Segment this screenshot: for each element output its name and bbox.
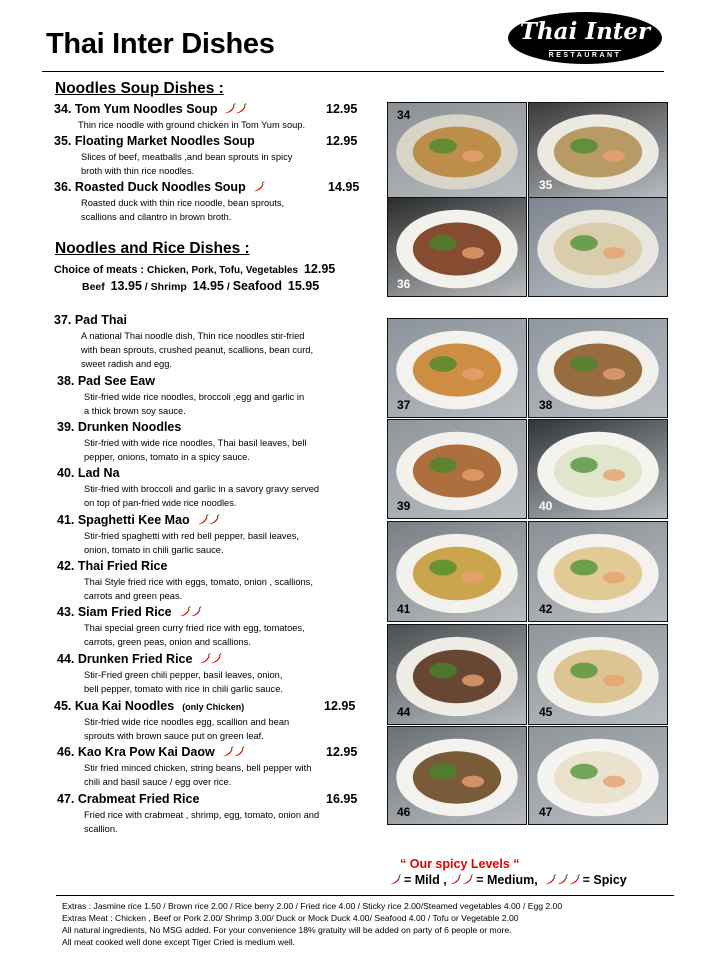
photo-number: 34: [397, 108, 411, 122]
dish-description-line: Stir-fried with wide rice noodles, Thai basil leaves, bell: [84, 438, 307, 448]
photo-number: 45: [539, 705, 553, 719]
dish-price: 12.95: [324, 699, 356, 713]
legend-medium: = Medium,: [476, 873, 538, 887]
food-photo: [387, 624, 527, 725]
dish-description-line: Thai Style fried rice with eggs, tomato, onion , scallions,: [84, 577, 313, 587]
photo-number: 39: [397, 499, 411, 513]
food-photo: [387, 419, 527, 519]
dish-price: 16.95: [326, 792, 358, 806]
food-photo: [528, 102, 668, 198]
spicy-legend: [390, 873, 627, 888]
dish-name: 41. Spaghetti Kee Mao: [57, 513, 190, 527]
photo-number: 42: [539, 602, 553, 616]
food-photo: [387, 318, 527, 418]
food-photo: [387, 197, 527, 297]
dish-note: (only Chicken): [182, 702, 245, 712]
photo-number: 37: [397, 398, 411, 412]
dish-description-line: Stir-fried wide rice noodles, broccoli ,egg and garlic in: [84, 392, 305, 402]
dish-description-line: Thin rice noodle with ground chicken in Tom Yum soup.: [78, 120, 306, 130]
beef-price: 13.95: [110, 279, 142, 293]
footer-line-doneness: All meat cooked well done except Tiger Cried is medium well.: [62, 937, 296, 947]
dish-price: 12.95: [326, 134, 358, 148]
dish-name: 43. Siam Fried Rice: [57, 605, 172, 619]
dish-description-line: on top of pan-fried wide rice noodles.: [84, 498, 237, 508]
dish-name: 37. Pad Thai: [54, 313, 127, 327]
shrimp-price: 14.95: [192, 279, 224, 293]
dish-description-line: Stir-fried spaghetti with red bell pepper, basil leaves,: [84, 531, 299, 541]
dish-description-line: Stir-Fried green chili pepper, basil leaves, onion,: [84, 670, 283, 680]
dish-description-line: pepper, onions, tomato in a spicy sauce.: [84, 452, 250, 462]
footer-notes: [62, 900, 562, 948]
chili-icon-medium: [450, 874, 474, 888]
photo-number: 46: [397, 805, 411, 819]
dish-description-line: Thai special green curry fried rice with egg, tomatoes,: [84, 623, 305, 633]
photo-number: 41: [397, 602, 411, 616]
photo-number: 47: [539, 805, 553, 819]
dish-description-line: A national Thai noodle dish, Thin rice noodles stir-fried: [81, 331, 305, 341]
dish-name: 34. Tom Yum Noodles Soup: [54, 102, 218, 116]
dish-price: 14.95: [328, 180, 360, 194]
dish-description-line: carrots, green peas, onion and scallions.: [84, 637, 251, 647]
footer-line-extra-meat: Extras Meat : Chicken , Beef or Pork 2.00/ Shrimp 3.00/ Duck or Mock Duck 4.00/ Seafood 4.00 / Tofu or Vegetable 2.00: [62, 913, 519, 923]
logo-wordmark: Thai Inter: [519, 18, 651, 45]
meat-upcharges: Beef 13.95 / Shrimp 14.95 / Seafood 15.95: [82, 279, 320, 293]
dish-description-line: Stir fried minced chicken, string beans, bell pepper with: [84, 763, 312, 773]
dish-name: 35. Floating Market Noodles Soup: [54, 134, 255, 148]
photo-number: 38: [539, 398, 553, 412]
chili-icon-mild: [390, 874, 402, 888]
dish-name: 42. Thai Fried Rice: [57, 559, 168, 573]
seafood-price: 15.95: [287, 279, 320, 293]
photo-number: 36: [397, 277, 411, 291]
choice-price: 12.95: [303, 262, 336, 276]
dish-description-line: Fried rice with crabmeat , shrimp, egg, tomato, onion and: [84, 810, 320, 820]
dish-description-line: chili and basil sauce / egg over rice.: [84, 777, 232, 787]
dish-description-line: sweet radish and egg.: [81, 359, 172, 369]
dish-name: 44. Drunken Fried Rice: [57, 652, 193, 666]
plate-image: [529, 198, 667, 296]
logo-subtitle: RESTAURANT: [548, 52, 622, 59]
photo-number: 35: [539, 178, 553, 192]
food-photo: [528, 726, 668, 825]
dish-description-line: carrots and green peas.: [84, 591, 183, 601]
food-photo: [528, 521, 668, 622]
dish-description-line: broth with thin rice noodles.: [81, 166, 195, 176]
food-photo: [528, 197, 668, 297]
spicy-quote-open: “: [400, 857, 410, 871]
dish-name: 38. Pad See Eaw: [57, 374, 155, 388]
spicy-quote-close: “: [509, 857, 520, 871]
dish-name: 36. Roasted Duck Noodles Soup: [54, 180, 246, 194]
dish-description-line: Roasted duck with thin rice noodle, bean sprouts,: [81, 198, 285, 208]
footer-line-extras: Extras : Jasmine rice 1.50 / Brown rice 2.00 / Rice berry 2.00 / Fried rice 4.00 / Sticky rice 2.00/Steamed vegetables 4.00 / Egg 2.00: [62, 901, 563, 911]
dish-name: 46. Kao Kra Pow Kai Daow: [57, 745, 215, 759]
food-photo: [528, 624, 668, 725]
dish-description-line: bell pepper, tomato with rice in chili garlic sauce.: [84, 684, 283, 694]
dish-name: 40. Lad Na: [57, 466, 120, 480]
dish-price: 12.95: [326, 745, 358, 759]
footer-line-gratuity: All natural ingredients, No MSG added. For your convenience 18% gratuity will be added on party of 6 people or more.: [62, 925, 512, 935]
beef-label: Beef: [82, 281, 105, 293]
page-title: Thai Inter Dishes: [46, 28, 275, 60]
dish-description-line: Slices of beef, meatballs ,and bean sprouts in spicy: [81, 152, 293, 162]
section-heading-rice: Noodles and Rice Dishes :: [55, 240, 250, 257]
choice-meats: Chicken, Pork, Tofu, Vegetables: [147, 265, 298, 276]
dish-description-line: Stir-fried with broccoli and garlic in a savory gravy served: [84, 484, 320, 494]
food-photo: [387, 521, 527, 622]
dish-description-line: sprouts with brown sauce put on green leaf.: [84, 731, 264, 741]
spicy-levels-label: Our spicy Levels: [409, 857, 510, 871]
legend-mild: = Mild ,: [404, 873, 447, 887]
dish-price: 12.95: [326, 102, 358, 116]
dish-name: 45. Kua Kai Noodles: [54, 699, 175, 713]
dish-description-line: with bean sprouts, crushed peanut, scallions, bean curd,: [81, 345, 314, 355]
dish-description-line: Stir-fried wide rice noodles egg, scallion and bean: [84, 717, 290, 727]
legend-spicy: = Spicy: [582, 873, 627, 887]
section-heading-soup: Noodles Soup Dishes :: [55, 80, 224, 97]
dish-name: 47. Crabmeat Fried Rice: [57, 792, 200, 806]
dish-description-line: a thick brown soy sauce.: [84, 406, 186, 416]
seafood-label: Seafood: [232, 279, 283, 293]
food-photo: [387, 102, 527, 198]
dish-description-line: onion, tomato in chili garlic sauce.: [84, 545, 224, 555]
shrimp-label: Shrimp: [150, 281, 187, 293]
spicy-levels-title: [400, 857, 520, 871]
food-photo: [528, 318, 668, 418]
choice-label: Choice of meats :: [54, 264, 147, 276]
photo-number: 44: [397, 705, 411, 719]
food-photo: [387, 726, 527, 825]
dish-description-line: scallions and cilantro in brown broth.: [81, 212, 232, 222]
dish-name: 39. Drunken Noodles: [57, 420, 182, 434]
food-photo: [528, 419, 668, 519]
photo-number: 40: [539, 499, 553, 513]
chili-icon-spicy: [545, 874, 581, 888]
dish-description-line: scallion.: [84, 824, 118, 834]
bottom-divider: [56, 895, 674, 896]
